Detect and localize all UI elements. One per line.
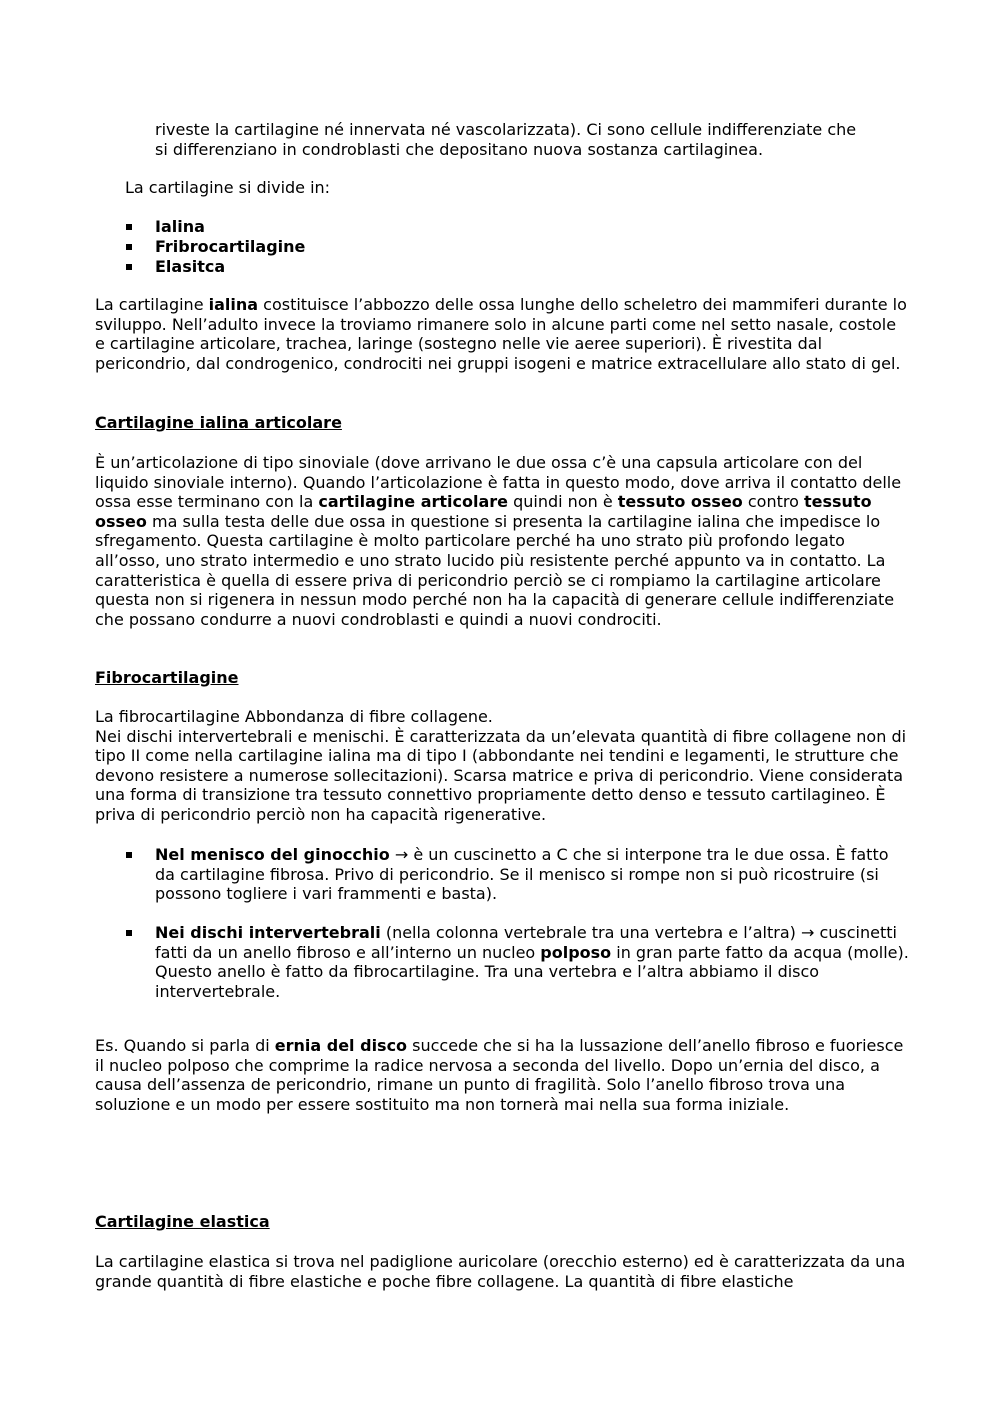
list-item (155, 845, 910, 904)
text-run: (nella colonna vertebrale tra una vertebra e l’altra) → cuscinetti fatti da un anello fibroso e all’interno un nucleo (155, 923, 897, 962)
text-run: quindi non è (508, 492, 618, 512)
list-item-label: Fribrocartilagine (155, 237, 306, 256)
list-item-label: Ialina (155, 217, 205, 236)
bold-term: tessuto osseo (617, 492, 743, 512)
list-item (155, 217, 910, 237)
bold-term: ernia del disco (274, 1036, 408, 1055)
text-run: Es. Quando si parla di (95, 1036, 275, 1055)
bold-term: tessuto osseo (95, 492, 872, 531)
articolare-paragraph (95, 453, 910, 629)
bold-term: polposo (540, 942, 612, 962)
section-heading: Fibrocartilagine (95, 668, 239, 687)
list-item (155, 257, 910, 277)
intro-paragraph (155, 120, 910, 159)
text-run: costituisce l’abbozzo delle ossa lunghe dello scheletro dei mammiferi durante lo sviluppo. Nell’adulto invece la troviamo rimanere solo in alcune parti come nel setto nasale, costole e cartilagine articolare, trachea, laringe (sostegno nelle vie aeree superiori). È rivestita dal pericondrio, dal condrogenico, condrociti nei gruppi isogeni e matrice extracellulare allo stato di gel. (95, 295, 907, 373)
text-run: succede che si ha la lussazione dell’anello fibroso e fuoriesce il nucleo polposo che comprime la radice nervosa a seconda del livello. Dopo un’ernia del disco, a causa dell’assenza de pericondrio, rimane un punto di fragilità. Solo l’anello fibroso trova una soluzione e un modo per essere sostituito ma non tornerà mai nella sua forma iniziale. (95, 1036, 904, 1114)
text-run: in gran parte fatto da acqua (molle). Questo anello è fatto da fibrocartilagine. Tra una vertebra e l’altra abbiamo il disco intervertebrale. (155, 942, 909, 1001)
section-heading: Cartilagine elastica (95, 1212, 270, 1231)
text-run: La cartilagine (95, 295, 209, 314)
divide-line: La cartilagine si divide in: (125, 178, 331, 197)
intro-line: riveste la cartilagine né innervata né vascolarizzata). Ci sono cellule indifferenziate che (155, 120, 857, 139)
bold-term: cartilagine articolare (318, 492, 509, 512)
fibro-line: La fibrocartilagine Abbondanza di fibre collagene. (95, 707, 493, 726)
list-item-label: Elasitca (155, 257, 226, 276)
ialina-paragraph (95, 295, 910, 373)
text-run: contro (742, 492, 804, 512)
arrow-icon: → (389, 845, 414, 864)
list-item (155, 923, 910, 1001)
bold-term: Nel menisco del ginocchio (155, 845, 390, 864)
list-item (155, 237, 910, 257)
ernia-paragraph (95, 1036, 910, 1114)
text-run: È un’articolazione di tipo sinoviale (dove arrivano le due ossa c’è una capsula articolare con del liquido sinoviale interno). Quando l’articolazione è fatta in questo modo, dove arriva il contatto delle ossa esse terminano con la (95, 453, 902, 512)
elastica-paragraph: La cartilagine elastica si trova nel padiglione auricolare (orecchio esterno) ed è caratterizzata da una grande quantità di fibre elastiche e poche fibre collagene. La quantità di fibre elastiche (95, 1252, 906, 1291)
intro-line: si differenziano in condroblasti che depositano nuova sostanza cartilaginea. (155, 139, 764, 159)
section-heading: Cartilagine ialina articolare (95, 413, 342, 432)
fibro-paragraph (95, 707, 910, 825)
text-run: è un cuscinetto a C che si interpone tra le due ossa. È fatto da cartilagine fibrosa. Privo di pericondrio. Se il menisco si rompe non si può ricostruire (si possono togliere i vari frammenti e basta). (155, 845, 889, 904)
text-run: ma sulla testa delle due ossa in questione si presenta la cartilagine ialina che impedisce lo sfregamento. Questa cartilagine è molto particolare perché ha uno strato più profondo legato all’osso, uno strato intermedio e uno strato lucido più resistente perché appunto va in contatto. La caratteristica è quella di essere priva di pericondrio perciò se ci rompiamo la cartilagine articolare questa non si rigenera in nessun modo perché non ha la capacità di generare cellule indifferenziate che possano condurre a nuovi condroblasti e quindi a nuovi condrociti. (95, 511, 895, 629)
bold-term: Nei dischi intervertebrali (155, 923, 381, 942)
fibro-text: Nei dischi intervertebrali e menischi. È caratterizzata da un’elevata quantità di fibre collagene non di tipo II come nella cartilagine ialina ma di tipo I (abbondante nei tendini e legamenti, le strutture che devono resistere a numerose sollecitazioni). Scarsa matrice e priva di pericondrio. Viene considerata una forma di transizione tra tessuto connettivo propriamente detto denso e tessuto cartilagineo. È priva di pericondrio perciò non ha capacità rigenerative. (95, 726, 907, 824)
bold-term: ialina (208, 295, 259, 314)
